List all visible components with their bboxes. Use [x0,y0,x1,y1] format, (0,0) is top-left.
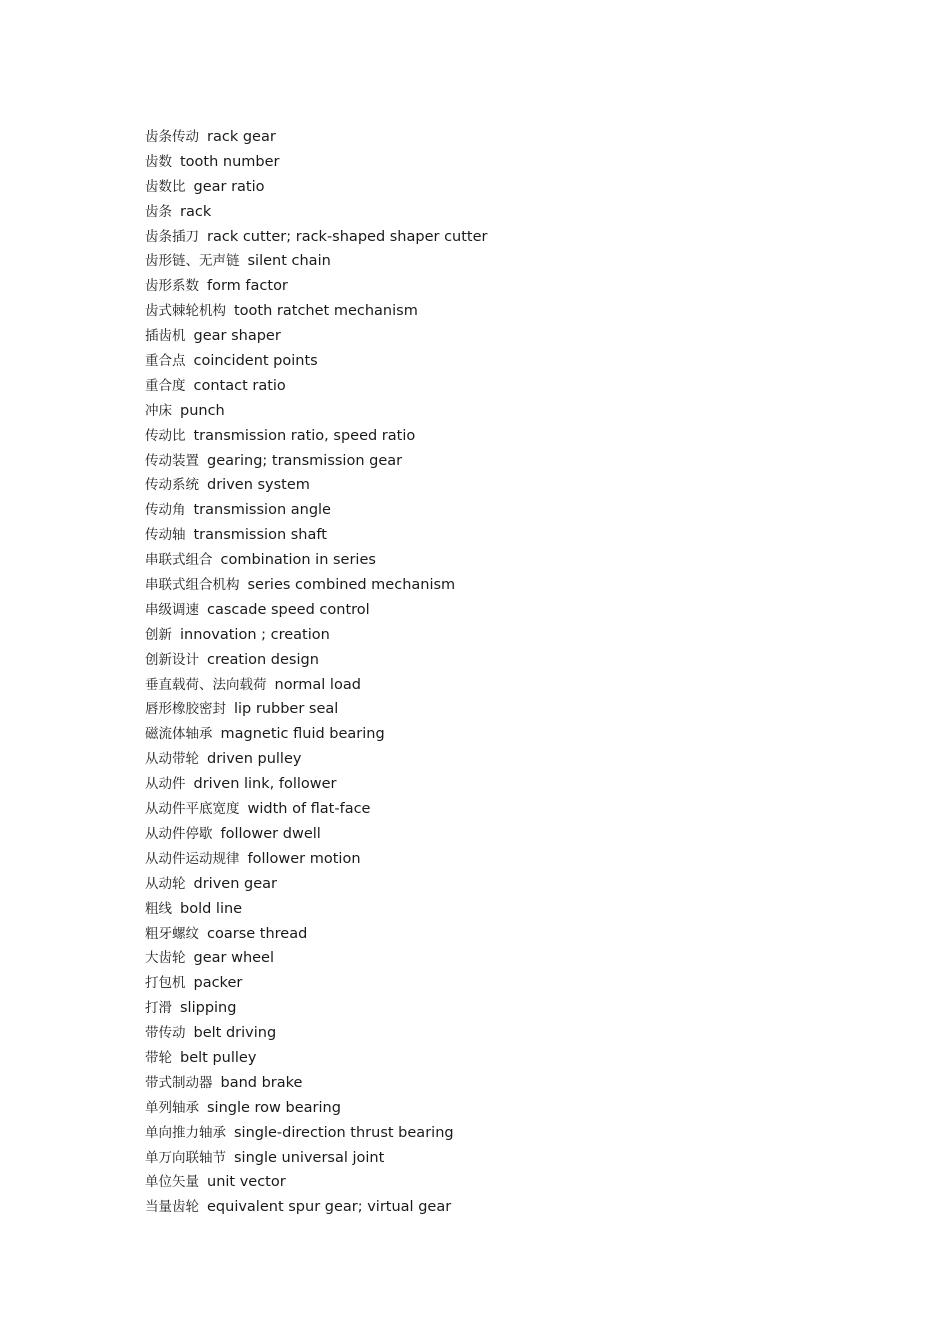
chinese-term: 当量齿轮 [145,1199,199,1216]
chinese-term: 磁流体轴承 [145,726,213,743]
chinese-term: 重合度 [145,377,186,394]
chinese-term: 创新 [145,626,172,643]
glossary-entry [145,200,488,225]
chinese-term: 粗牙螺纹 [145,925,199,942]
chinese-term: 从动件停歇 [145,825,213,842]
glossary-entry [145,946,488,971]
chinese-term: 传动系统 [145,477,199,494]
chinese-term: 齿条插刀 [145,228,199,245]
english-term: form factor [207,278,288,295]
chinese-term: 单位矢量 [145,1174,199,1191]
glossary-entry [145,772,488,797]
chinese-term: 大齿轮 [145,950,186,967]
glossary-entry [145,1170,488,1195]
glossary-entry [145,175,488,200]
english-term: driven pulley [207,751,302,768]
english-term: series combined mechanism [247,577,456,594]
chinese-term: 传动轴 [145,527,186,544]
glossary-entry [145,847,488,872]
english-term: tooth ratchet mechanism [234,303,418,320]
glossary-entry [145,996,488,1021]
english-term: single row bearing [207,1099,341,1116]
glossary-entry [145,747,488,772]
english-term: combination in series [220,552,376,569]
english-term: slipping [180,1000,237,1017]
chinese-term: 单向推力轴承 [145,1124,226,1141]
glossary-entry [145,872,488,897]
chinese-term: 齿条传动 [145,129,199,145]
english-term: rack gear [207,129,276,145]
glossary-entry [145,150,488,175]
glossary-entry [145,523,488,548]
glossary-entry [145,1021,488,1046]
english-term: gearing; transmission gear [207,452,403,469]
chinese-term: 从动轮 [145,875,186,892]
english-term: belt driving [193,1025,277,1042]
english-term: magnetic fluid bearing [220,726,385,743]
chinese-term: 从动件平底宽度 [145,801,240,818]
glossary-entry [145,1146,488,1171]
chinese-term: 带轮 [145,1049,172,1066]
glossary-list [145,125,488,1220]
glossary-entry [145,299,488,324]
chinese-term: 串级调速 [145,601,199,618]
english-term: packer [193,975,243,992]
glossary-entry [145,1096,488,1121]
chinese-term: 垂直载荷、法向载荷 [145,676,267,693]
chinese-term: 带式制动器 [145,1074,213,1091]
english-term: gear shaper [193,328,281,345]
chinese-term: 从动件 [145,776,186,793]
english-term: transmission shaft [193,527,327,544]
english-term: single universal joint [234,1149,385,1166]
glossary-entry [145,498,488,523]
english-term: transmission angle [193,502,331,519]
glossary-entry [145,473,488,498]
chinese-term: 齿形系数 [145,278,199,295]
glossary-entry [145,1195,488,1220]
chinese-term: 齿数 [145,153,172,170]
glossary-entry [145,374,488,399]
english-term: band brake [220,1074,303,1091]
chinese-term: 打滑 [145,1000,172,1017]
glossary-entry [145,274,488,299]
glossary-entry [145,324,488,349]
english-term: punch [180,402,225,419]
chinese-term: 传动装置 [145,452,199,469]
chinese-term: 串联式组合 [145,552,213,569]
glossary-entry [145,573,488,598]
english-term: innovation ; creation [180,626,330,643]
english-term: belt pulley [180,1049,257,1066]
english-term: follower motion [247,850,361,867]
english-term: driven gear [193,875,277,892]
glossary-entry [145,449,488,474]
chinese-term: 传动比 [145,427,186,444]
glossary-entry [145,249,488,274]
english-term: cascade speed control [207,601,370,618]
glossary-entry [145,399,488,424]
english-term: coarse thread [207,925,308,942]
glossary-entry [145,797,488,822]
english-term: silent chain [247,253,331,270]
english-term: creation design [207,651,319,668]
english-term: unit vector [207,1174,286,1191]
chinese-term: 粗线 [145,900,172,917]
english-term: lip rubber seal [234,701,339,718]
english-term: driven link, follower [193,776,337,793]
english-term: single-direction thrust bearing [234,1124,454,1141]
glossary-entry [145,673,488,698]
chinese-term: 重合点 [145,353,186,370]
chinese-term: 单万向联轴节 [145,1149,226,1166]
glossary-entry [145,648,488,673]
chinese-term: 插齿机 [145,328,186,345]
chinese-term: 带传动 [145,1025,186,1042]
english-term: width of flat-face [247,801,371,818]
english-term: gear wheel [193,950,275,967]
english-term: transmission ratio, speed ratio [193,427,416,444]
english-term: rack cutter; rack-shaped shaper cutter [207,228,488,245]
glossary-entry [145,424,488,449]
glossary-entry [145,125,488,150]
chinese-term: 齿式棘轮机构 [145,303,226,320]
english-term: equivalent spur gear; virtual gear [207,1199,452,1216]
chinese-term: 齿数比 [145,178,186,195]
glossary-entry [145,1046,488,1071]
chinese-term: 从动件运动规律 [145,850,240,867]
glossary-entry [145,971,488,996]
english-term: rack [180,203,212,220]
glossary-entry [145,225,488,250]
english-term: coincident points [193,353,318,370]
english-term: follower dwell [220,825,321,842]
english-term: gear ratio [193,178,265,195]
glossary-entry [145,897,488,922]
chinese-term: 齿形链、无声链 [145,253,240,270]
glossary-entry [145,548,488,573]
chinese-term: 齿条 [145,203,172,220]
glossary-entry [145,922,488,947]
glossary-entry [145,598,488,623]
chinese-term: 传动角 [145,502,186,519]
glossary-entry [145,722,488,747]
english-term: normal load [274,676,361,693]
chinese-term: 单列轴承 [145,1099,199,1116]
english-term: contact ratio [193,377,286,394]
glossary-entry [145,1071,488,1096]
glossary-entry [145,349,488,374]
glossary-entry [145,822,488,847]
chinese-term: 唇形橡胶密封 [145,701,226,718]
chinese-term: 创新设计 [145,651,199,668]
glossary-entry [145,623,488,648]
chinese-term: 打包机 [145,975,186,992]
english-term: tooth number [180,153,280,170]
glossary-entry [145,697,488,722]
glossary-entry [145,1121,488,1146]
chinese-term: 冲床 [145,402,172,419]
english-term: bold line [180,900,243,917]
chinese-term: 串联式组合机构 [145,577,240,594]
chinese-term: 从动带轮 [145,751,199,768]
english-term: driven system [207,477,310,494]
